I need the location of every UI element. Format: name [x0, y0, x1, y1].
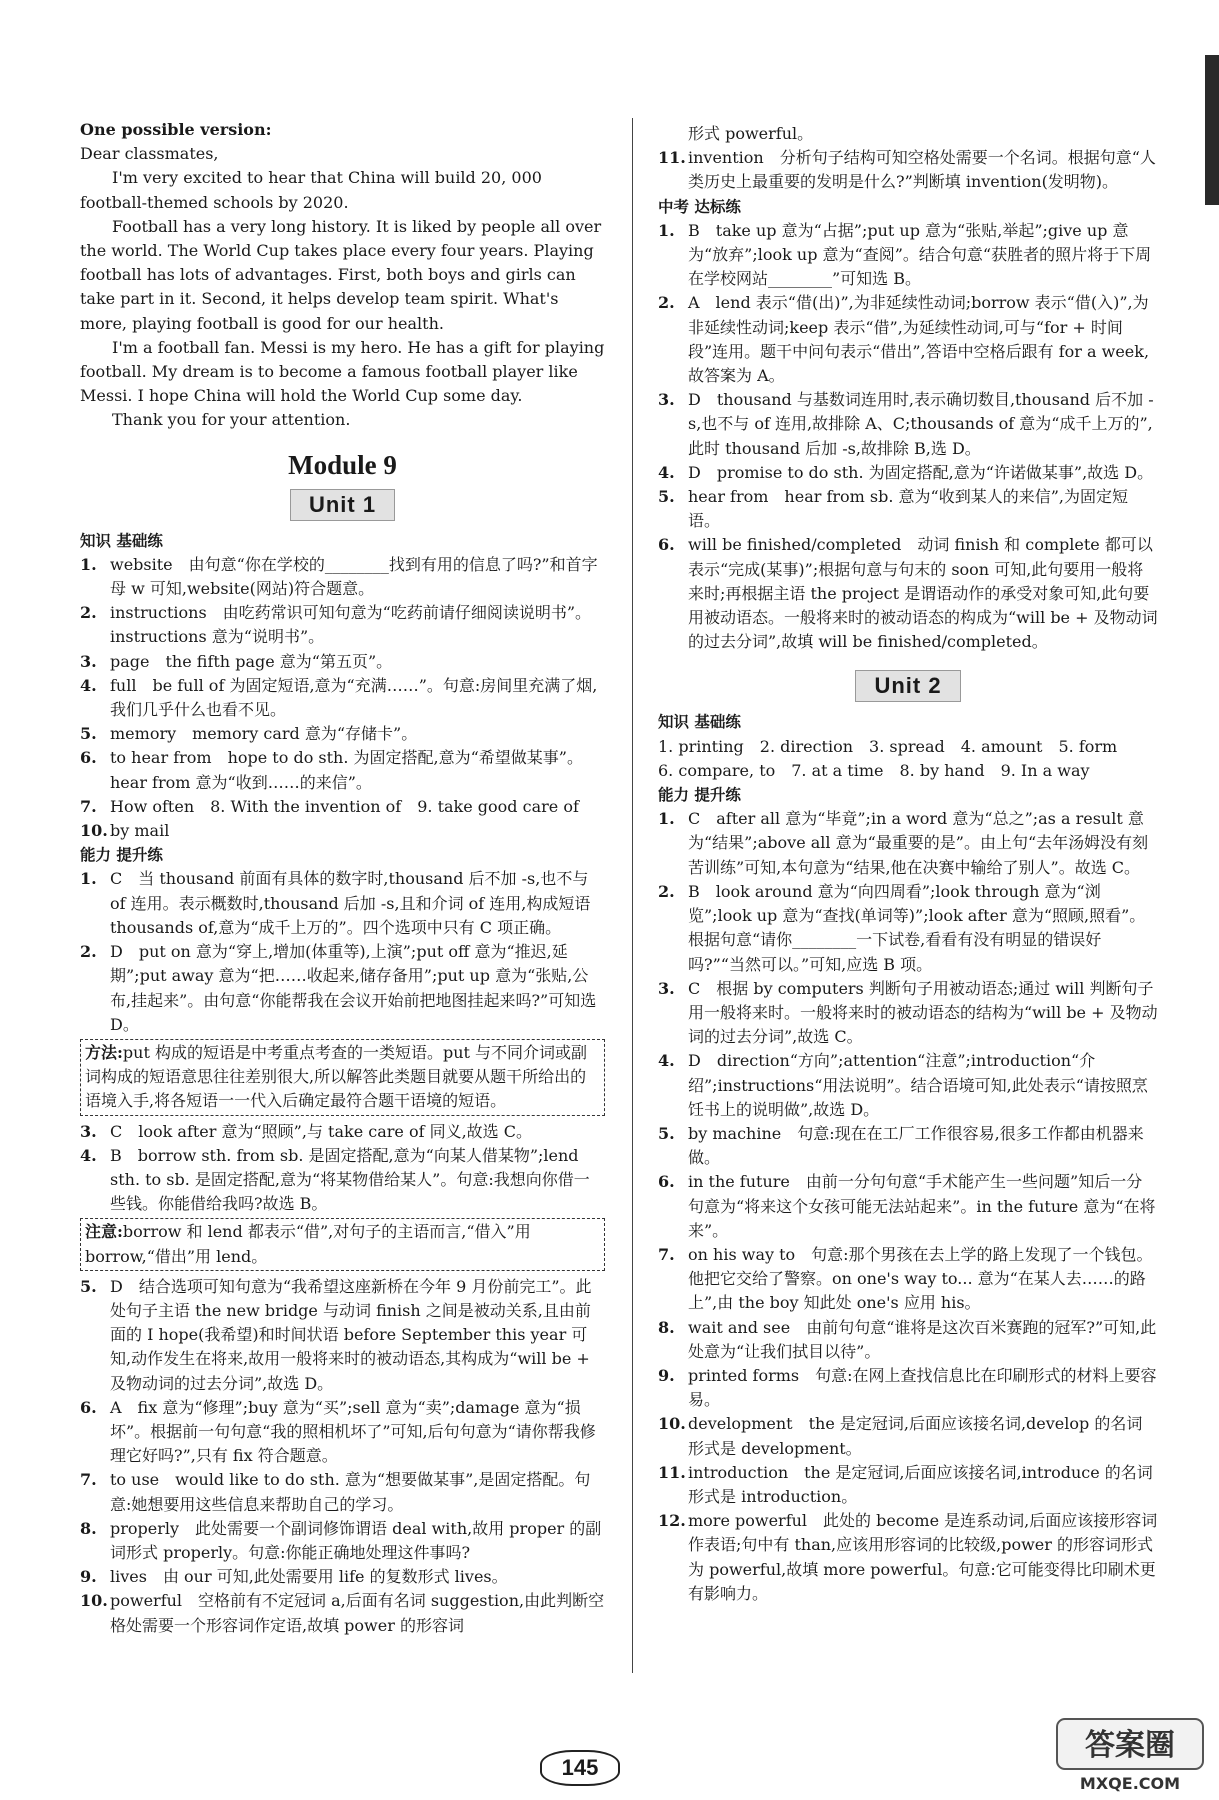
answer-item [658, 1122, 1158, 1170]
item-number: 7. [80, 1470, 97, 1490]
answer-item [658, 1364, 1158, 1412]
answer-item [80, 1589, 605, 1637]
item-number: 2. [658, 881, 675, 901]
item-text: B look around 意为“向四周看”;look through 意为“浏览”;look up 意为“查找(单词等)”;look after 意为“照顾,照看”。根据句意“请你________一下试卷,看看有没有明显的错误好吗?”“当然可以。”可知,应选 B 项。 [688, 881, 1146, 974]
answer-item [658, 1316, 1158, 1364]
item-number: 3. [80, 1121, 97, 1141]
item-text: powerful 空格前有不定冠词 a,后面有名词 suggestion,由此判断空格处需要一个形容词作定语,故填 power 的形容词 [110, 1591, 605, 1635]
item-number: 1. [658, 220, 675, 240]
item-number: 4. [658, 1051, 675, 1071]
item-number: 6. [658, 535, 675, 555]
item-text: in the future 由前一分句句意“手术能产生一些问题”知后一分句意为“将来这个女孩可能无法站起来”。in the future 意为“在将来”。 [688, 1172, 1156, 1240]
item-number: 6. [80, 748, 97, 768]
continued-text: 形式 powerful。 [688, 124, 814, 143]
item-text: A fix 意为“修理”;buy 意为“买”;sell 意为“卖”;damage 意为“损坏”。根据前一句句意“我的照相机坏了”可知,后句句意为“请你帮我修理它好吗?”,只有 fix 符合题意。 [110, 1397, 596, 1466]
page-edge-tab [1205, 55, 1219, 205]
item-text: development the 是定冠词,后面应该接名词,develop 的名词形式是 development。 [688, 1414, 1143, 1458]
answer-item [658, 388, 1158, 461]
item-text: B borrow sth. from sb. 是固定搭配,意为“向某人借某物”;lend sth. to sb. 是固定搭配,意为“将某物借给某人”。句意:我想向你借一些钱。你能借给我吗?故选 B。 [110, 1145, 590, 1214]
item-text: by mail [110, 821, 170, 841]
item-number: 1. [80, 554, 97, 574]
item-number: 8. [658, 1317, 675, 1337]
unit1-title: Unit 1 [290, 489, 395, 521]
right-column [658, 122, 1158, 1606]
answer-item [80, 1120, 605, 1144]
letter-greeting: Dear classmates, [80, 144, 219, 164]
answer-line: 6. compare, to 7. at a time 8. by hand 9. In a way [658, 760, 1090, 780]
module-title: Module 9 [288, 449, 397, 480]
answer-item [658, 1049, 1158, 1122]
item-text: to hear from hope to do sth. 为固定搭配,意为“希望做某事”。hear from 意为“收到……的来信”。 [110, 748, 583, 792]
answer-item [658, 219, 1158, 292]
page-number: 145 [540, 1750, 620, 1786]
answer-item [80, 746, 605, 794]
answer-item [80, 1517, 605, 1565]
letter-paragraph: I'm very excited to hear that China will build 20, 000 football-themed schools by 2020. [80, 168, 542, 212]
item-text: C 当 thousand 前面有具体的数字时,thousand 后不加 -s,也不与 of 连用。表示概数时,thousand 后加 -s,且和介词 of 连用,构成短语 thousands of,意为“成千上万的”。四个选项中只有 C 项正确。 [110, 869, 591, 937]
answer-item [80, 1275, 605, 1396]
answer-item [80, 722, 605, 746]
answer-item [80, 1565, 605, 1589]
item-text: A lend 表示“借(出)”,为非延续性动词;borrow 表示“借(入)”,为非延续性动词;keep 表示“借”,为延续性动词,可与“for + 时间段”连用。题干中问句表示“借出”,答语中空格后跟有 for a week,故答案为 A。 [688, 293, 1150, 386]
answer-item [80, 674, 605, 722]
item-text: D 结合选项可知句意为“我希望这座新桥在今年 9 月份前完工”。此处句子主语 the new bridge 与动词 finish 之间是被动关系,且由前面的 I hope(我希望)和时间状语 before September this year 可知,动作发生在将来,故用一般将来时的被动语态,其构成为“will be + 及物动词的过去分词”,故选 D。 [110, 1276, 592, 1393]
column-divider [632, 118, 633, 1673]
note-text: put 构成的短语是中考重点考查的一类短语。put 与不同介词或副词构成的短语意思往往差别很大,所以解答此类题目就要从题干所给出的语境入手,将各短语一一代入后确定最符合题干语境的短语。 [85, 1042, 588, 1111]
item-text: full be full of 为固定短语,意为“充满……”。句意:房间里充满了烟,我们几乎什么也看不见。 [110, 675, 598, 720]
item-text: introduction the 是定冠词,后面应该接名词,introduce 的名词形式是 introduction。 [688, 1462, 1153, 1506]
item-number: 3. [80, 651, 97, 671]
item-text: website 由句意“你在学校的________找到有用的信息了吗?”和首字母 w 可知,website(网站)符合题意。 [110, 554, 598, 599]
item-text: D put on 意为“穿上,增加(体重等),上演”;put off 意为“推迟,延期”;put away 意为“把……收起来,储存备用”;put up 意为“张贴,公布,挂起来”。由句意“你能帮我在会议开始前把地图挂起来吗?”可知选 D。 [110, 942, 597, 1034]
section-heading-basic: 知识 基础练 [80, 531, 163, 550]
item-number: 10. [658, 1414, 686, 1434]
item-text: hear from hear from sb. 意为“收到某人的来信”,为固定短语。 [688, 487, 1129, 531]
watermark-url: MXQE.COM [1079, 1774, 1181, 1793]
answer-item [658, 485, 1158, 533]
watermark-text: 答案圈 [1085, 1728, 1175, 1763]
answer-item [80, 819, 605, 843]
unit2-title: Unit 2 [855, 670, 960, 702]
answer-item [80, 553, 605, 601]
letter-paragraph: Thank you for your attention. [112, 410, 351, 430]
letter-paragraph: I'm a football fan. Messi is my hero. He has a gift for playing football. My dream is to become a famous football player like Messi. I hope China will hold the World Cup some day. [80, 337, 605, 406]
item-number: 5. [658, 1123, 675, 1143]
item-text: lives 由 our 可知,此处需要用 life 的复数形式 lives。 [110, 1567, 508, 1587]
left-column [80, 118, 605, 1638]
item-text: page the fifth page 意为“第五页”。 [110, 651, 393, 671]
watermark-logo [1055, 1715, 1205, 1795]
item-number: 1. [80, 869, 97, 889]
item-text: memory memory card 意为“存储卡”。 [110, 724, 418, 744]
note-label: 方法: [85, 1042, 123, 1062]
note-text: borrow 和 lend 都表示“借”,对句子的主语而言,“借入”用 borrow,“借出”用 lend。 [85, 1222, 531, 1266]
section-heading-zhongkao: 中考 达标练 [658, 197, 741, 216]
item-number: 9. [658, 1365, 675, 1385]
answer-item [658, 977, 1158, 1050]
answer-item [658, 880, 1158, 977]
item-number: 5. [658, 487, 675, 507]
item-number: 9. [80, 1567, 97, 1587]
answer-item [80, 940, 605, 1037]
item-text: D direction“方向”;attention“注意”;introduction“介绍”;instructions“用法说明”。结合语境可知,此处表示“请按照烹饪书上的说明做”,故选 D。 [688, 1051, 1148, 1119]
answer-item [658, 533, 1158, 654]
item-number: 11. [658, 148, 686, 168]
section-heading-ability: 能力 提升练 [658, 786, 741, 805]
item-text: B take up 意为“占据”;put up 意为“张贴,举起”;give up 意为“放弃”;look up 意为“查阅”。结合句意“获胜者的照片将于下周在学校网站________”可知选 B。 [688, 220, 1152, 289]
item-text: wait and see 由前句句意“谁将是这次百米赛跑的冠军?”可知,此处意为“让我们拭目以待”。 [688, 1317, 1157, 1361]
item-number: 7. [658, 1244, 675, 1264]
item-number: 3. [658, 390, 675, 410]
item-number: 10. [80, 1591, 108, 1611]
item-text: more powerful 此处的 become 是连系动词,后面应该接形容词作表语;句中有 than,应该用形容词的比较级,power 的形容词形式为 powerful,故填 more powerful。句意:它可能变得比印刷术更有影响力。 [688, 1511, 1158, 1603]
item-text: properly 此处需要一个副词修饰谓语 deal with,故用 proper 的副词形式 properly。句意:你能正确地处理这件事吗? [110, 1518, 602, 1562]
answer-item [80, 795, 605, 819]
answer-item [658, 1461, 1158, 1509]
item-number: 5. [80, 724, 97, 744]
item-number: 6. [658, 1172, 675, 1192]
item-number: 8. [80, 1518, 97, 1538]
answer-item [80, 601, 605, 649]
answer-item [658, 1243, 1158, 1316]
item-text: How often 8. With the invention of 9. take good care of [110, 796, 579, 816]
method-note-box [80, 1039, 605, 1116]
section-heading-ability: 能力 提升练 [80, 846, 163, 865]
item-text: D promise to do sth. 为固定搭配,意为“许诺做某事”,故选 D。 [688, 462, 1154, 482]
item-number: 11. [658, 1462, 686, 1482]
answer-item [658, 1412, 1158, 1460]
item-number: 6. [80, 1397, 97, 1417]
letter-heading: One possible version: [80, 120, 272, 139]
item-number: 4. [80, 1145, 97, 1165]
answer-item [80, 1468, 605, 1516]
item-text: invention 分析句子结构可知空格处需要一个名词。根据句意“人类历史上最重要的发明是什么?”判断填 invention(发明物)。 [688, 148, 1156, 192]
item-text: to use would like to do sth. 意为“想要做某事”,是固定搭配。句意:她想要用这些信息来帮助自己的学习。 [110, 1470, 591, 1514]
item-text: instructions 由吃药常识可知句意为“吃药前请仔细阅读说明书”。instructions 意为“说明书”。 [110, 603, 592, 647]
answer-item [80, 1396, 605, 1469]
item-text: D thousand 与基数词连用时,表示确切数目,thousand 后不加 -s,也不与 of 连用,故排除 A、C;thousands of 意为“成千上万的”,此时 thousand 后加 -s,故排除 B,选 D。 [688, 390, 1154, 458]
item-text: C look after 意为“照顾”,与 take care of 同义,故选 C。 [110, 1121, 533, 1141]
answer-item [658, 1170, 1158, 1243]
answer-item [80, 1144, 605, 1217]
item-number: 1. [658, 809, 675, 829]
answer-item [658, 146, 1158, 194]
item-text: will be finished/completed 动词 finish 和 complete 都可以表示“完成(某事)”;根据句意与句末的 soon 可知,此句要用一般将来时;再根据主语 the project 是谓语动作的承受对象可知,此句要用被动语态。一般将来时的被动语态的构成为“will be + 及物动词的过去分词”,故填 will be finished/completed。 [688, 535, 1158, 652]
item-number: 2. [80, 942, 97, 962]
answer-item [80, 867, 605, 940]
answer-line: 1. printing 2. direction 3. spread 4. amount 5. form [658, 736, 1118, 756]
item-text: C after all 意为“毕竟”;in a word 意为“总之”;as a result 意为“结果”;above all 意为“最重要的是”。由上句“去年汤姆没有刻苦训练”可知,本句意为“结果,他在决赛中输给了别人”。故选 C。 [688, 809, 1149, 877]
item-text: C 根据 by computers 判断句子用被动语态;通过 will 判断句子用一般将来时。一般将来时的被动语态的结构为“will be + 及物动词的过去分词”,故选 C。 [688, 978, 1158, 1047]
attention-note-box [80, 1218, 605, 1270]
item-text: by machine 句意:现在在工厂工作很容易,很多工作都由机器来做。 [688, 1123, 1144, 1168]
item-number: 4. [80, 675, 97, 695]
item-number: 4. [658, 462, 675, 482]
item-number: 2. [80, 603, 97, 623]
answer-item [658, 807, 1158, 880]
item-number: 2. [658, 293, 675, 313]
section-heading-basic: 知识 基础练 [658, 713, 741, 732]
item-text: on his way to 句意:那个男孩在去上学的路上发现了一个钱包。他把它交给了警察。on one's way to... 意为“在某人去……的路上”,由 the boy 知此处 one's 应用 his。 [688, 1244, 1153, 1313]
item-number: 12. [658, 1511, 686, 1531]
answer-item [658, 291, 1158, 388]
answer-item [658, 1509, 1158, 1606]
answer-item [658, 461, 1158, 485]
letter-paragraph: Football has a very long history. It is liked by people all over the world. The World Cup takes place every four years. Playing football has lots of advantages. First, both boys and girls can take part in it. Second, it helps develop team spirit. What's more, playing football is good for our health. [80, 216, 602, 333]
item-text: printed forms 句意:在网上查找信息比在印刷形式的材料上要容易。 [688, 1365, 1157, 1410]
item-number: 10. [80, 821, 108, 841]
item-number: 5. [80, 1276, 97, 1296]
answer-item [80, 650, 605, 674]
item-number: 3. [658, 978, 675, 998]
item-number: 7. [80, 796, 97, 816]
note-label: 注意: [85, 1222, 123, 1242]
